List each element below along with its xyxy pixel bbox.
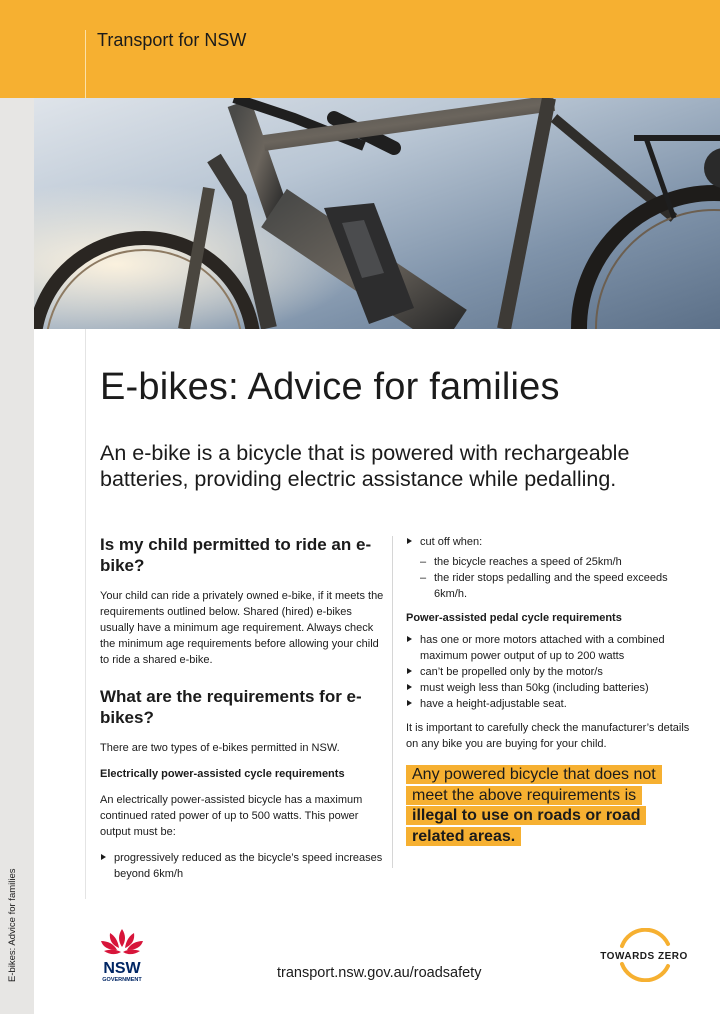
side-strip (0, 98, 34, 1014)
content-rule (85, 329, 86, 899)
page-title: E-bikes: Advice for families (100, 366, 560, 408)
section-body-permitted: Your child can ride a privately owned e-bike, if it meets the requirements outlined below. Shared (hired) e-bikes usually have a minimum age requirement. Always check the minimum age requirements before allowing your child to ride a shared e-bike. (100, 590, 384, 666)
list-item: has one or more motors attached with a combined maximum power output of up to 200 watts (406, 632, 696, 664)
list-item (406, 534, 696, 602)
list-item: can’t be propelled only by the motor/s (406, 664, 696, 680)
cutoff-list (406, 534, 696, 602)
tz-logo-text: TOWARDS ZERO (600, 951, 688, 962)
hero-image (34, 98, 720, 329)
nsw-logo-subtext: GOVERNMENT (102, 977, 142, 983)
towards-zero-logo (600, 928, 690, 982)
callout-text: Any powered bicycle that does not meet the above requirements is (412, 766, 656, 804)
pedal-bullet-list (406, 632, 696, 712)
list-item: – the rider stops pedalling and the speed exceeds 6km/h. (420, 570, 696, 602)
column-divider (392, 536, 393, 868)
cutoff-sublist (420, 554, 696, 602)
section-heading-permitted: Is my child permitted to ride an e-bike? (100, 535, 372, 575)
intro-text: An e-bike is a bicycle that is powered with rechargeable batteries, providing electric assistance while pedalling. (100, 441, 630, 491)
footer-url[interactable]: transport.nsw.gov.au/roadsafety (277, 965, 482, 981)
cutoff-label: cut off when: (420, 536, 483, 548)
callout-bold-text: illegal to use on roads or road related areas. (412, 807, 641, 845)
right-column (406, 534, 696, 752)
section-heading-requirements: What are the requirements for e-bikes? (100, 687, 362, 727)
section-body-requirements: There are two types of e-bikes permitted in NSW. (100, 742, 340, 754)
warning-callout (406, 765, 666, 847)
electric-bullet-list (100, 850, 385, 882)
list-item: have a height-adjustable seat. (406, 696, 696, 712)
nsw-government-logo (96, 925, 148, 985)
e-bike-photo (34, 98, 720, 329)
side-label: E-bikes: Advice for families (7, 868, 18, 982)
left-column (100, 534, 385, 882)
subhead-electric-body: An electrically power-assisted bicycle has a maximum continued rated power of up to 500 watts. This power output must be: (100, 794, 363, 838)
nsw-logo-text: NSW (103, 960, 141, 977)
subhead-electric: Electrically power-assisted cycle requirements (100, 768, 345, 780)
header-divider (85, 30, 86, 98)
callout-highlight (406, 765, 662, 846)
manufacturer-note: It is important to carefully check the manufacturer’s details on any bike you are buying for your child. (406, 722, 690, 750)
list-item: – the bicycle reaches a speed of 25km/h (420, 554, 696, 570)
subhead-pedal: Power-assisted pedal cycle requirements (406, 612, 622, 624)
brand-name: Transport for NSW (97, 30, 247, 50)
list-item: progressively reduced as the bicycle’s speed increases beyond 6km/h (100, 850, 385, 882)
list-item: must weigh less than 50kg (including batteries) (406, 680, 696, 696)
